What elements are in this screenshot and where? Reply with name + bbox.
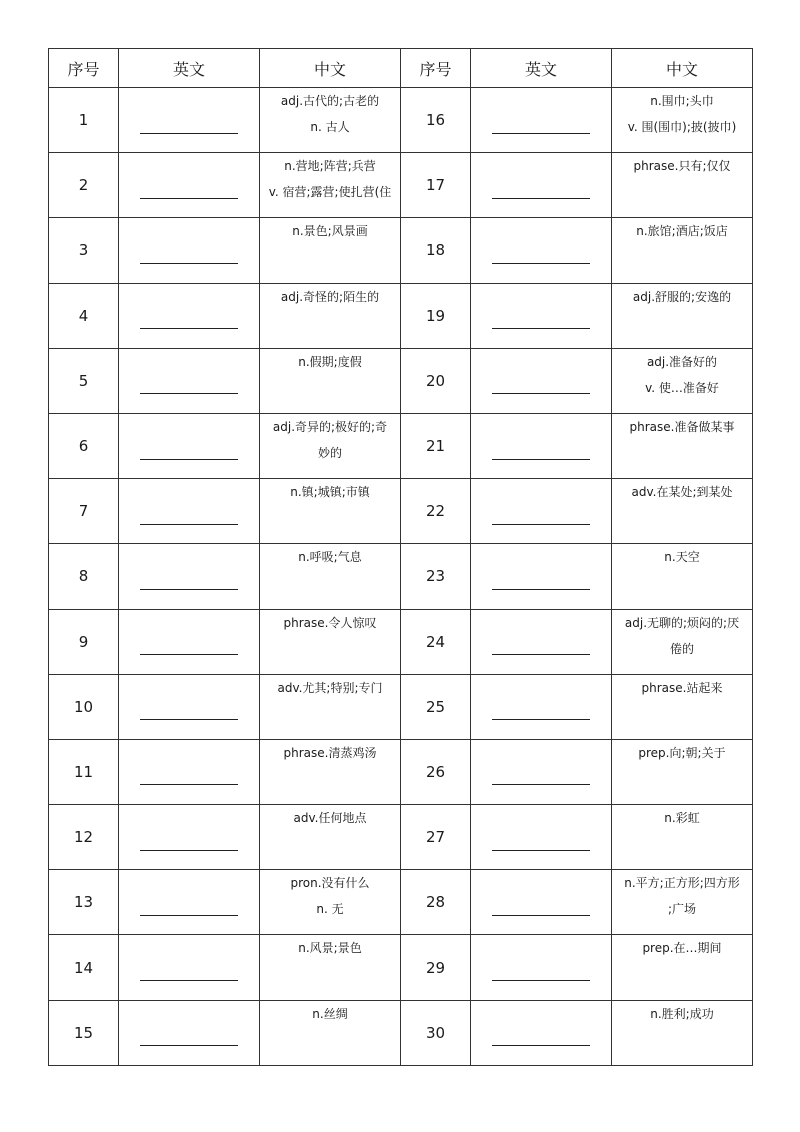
chinese-meaning-cell <box>260 283 401 348</box>
item-number: 23 <box>401 544 471 609</box>
english-answer-cell[interactable] <box>471 935 612 1000</box>
english-answer-cell[interactable] <box>119 544 260 609</box>
table-row <box>49 413 753 478</box>
english-answer-cell[interactable] <box>471 739 612 804</box>
chinese-meaning-line: adv.在某处;到某处 <box>631 485 733 500</box>
english-answer-cell[interactable] <box>119 348 260 413</box>
table-row <box>49 218 753 283</box>
table-row <box>49 544 753 609</box>
chinese-meaning-line: v. 宿营;露营;使扎营(住 <box>268 185 392 200</box>
chinese-meaning-line: adj.奇异的;极好的;奇 <box>272 419 388 434</box>
chinese-meaning-cell <box>612 153 753 218</box>
answer-blank-line[interactable] <box>140 133 238 134</box>
item-number: 17 <box>401 153 471 218</box>
chinese-meaning-line: adv.任何地点 <box>293 811 367 826</box>
chinese-meaning-line: n.旅馆;酒店;饭店 <box>636 224 728 239</box>
chinese-meaning-cell <box>260 348 401 413</box>
table-row <box>49 153 753 218</box>
table-row <box>49 479 753 544</box>
chinese-meaning-line: n.呼吸;气息 <box>298 550 362 565</box>
chinese-meaning-line: adj.古代的;古老的 <box>280 94 380 108</box>
item-number: 6 <box>49 413 119 478</box>
answer-blank-line[interactable] <box>492 719 590 720</box>
item-number: 4 <box>49 283 119 348</box>
item-number: 21 <box>401 413 471 478</box>
table-row <box>49 739 753 804</box>
english-answer-cell[interactable] <box>471 88 612 153</box>
english-answer-cell[interactable] <box>119 153 260 218</box>
chinese-meaning-line: n.风景;景色 <box>298 941 362 956</box>
table-body <box>49 88 753 1066</box>
item-number: 11 <box>49 739 119 804</box>
chinese-meaning-line: n. 古人 <box>310 120 350 134</box>
answer-blank-line[interactable] <box>140 263 238 264</box>
english-answer-cell[interactable] <box>471 870 612 935</box>
item-number: 7 <box>49 479 119 544</box>
chinese-meaning-cell <box>612 609 753 674</box>
chinese-meaning-line: n.假期;度假 <box>298 354 362 369</box>
item-number: 30 <box>401 1000 471 1065</box>
header-chinese-right: 中文 <box>612 49 753 88</box>
item-number: 8 <box>49 544 119 609</box>
chinese-meaning-line: v. 围(围巾);披(披巾) <box>627 120 737 134</box>
table-row <box>49 674 753 739</box>
chinese-meaning-cell <box>260 805 401 870</box>
chinese-meaning-cell <box>260 153 401 218</box>
chinese-meaning-cell <box>612 674 753 739</box>
table-row <box>49 609 753 674</box>
chinese-meaning-cell <box>612 348 753 413</box>
item-number: 14 <box>49 935 119 1000</box>
item-number: 3 <box>49 218 119 283</box>
answer-blank-line[interactable] <box>140 719 238 720</box>
answer-blank-line[interactable] <box>140 915 238 916</box>
english-answer-cell[interactable] <box>119 413 260 478</box>
chinese-meaning-cell <box>612 413 753 478</box>
item-number: 16 <box>401 88 471 153</box>
table-row <box>49 805 753 870</box>
item-number: 5 <box>49 348 119 413</box>
item-number: 29 <box>401 935 471 1000</box>
chinese-meaning-line: prep.在…期间 <box>642 941 722 956</box>
answer-blank-line[interactable] <box>492 524 590 525</box>
english-answer-cell[interactable] <box>119 674 260 739</box>
chinese-meaning-line: n.景色;风景画 <box>292 224 368 239</box>
chinese-meaning-cell <box>612 870 753 935</box>
chinese-meaning-cell <box>612 479 753 544</box>
chinese-meaning-line: n.丝绸 <box>312 1006 348 1021</box>
english-answer-cell[interactable] <box>119 88 260 153</box>
answer-blank-line[interactable] <box>492 784 590 785</box>
table-row <box>49 283 753 348</box>
chinese-meaning-cell <box>260 609 401 674</box>
answer-blank-line[interactable] <box>492 393 590 394</box>
header-chinese-left: 中文 <box>260 49 401 88</box>
chinese-meaning-line: n. 无 <box>316 902 344 917</box>
header-english-right: 英文 <box>471 49 612 88</box>
chinese-meaning-cell <box>260 88 401 153</box>
answer-blank-line[interactable] <box>492 654 590 655</box>
english-answer-cell[interactable] <box>119 218 260 283</box>
answer-blank-line[interactable] <box>492 850 590 851</box>
english-answer-cell[interactable] <box>471 805 612 870</box>
chinese-meaning-line: phrase.只有;仅仅 <box>633 159 731 174</box>
chinese-meaning-cell <box>612 1000 753 1065</box>
chinese-meaning-line: adj.准备好的 <box>646 354 718 369</box>
item-number: 26 <box>401 739 471 804</box>
chinese-meaning-line: n.天空 <box>664 550 700 565</box>
answer-blank-line[interactable] <box>140 980 238 981</box>
answer-blank-line[interactable] <box>140 459 238 460</box>
chinese-meaning-cell <box>260 479 401 544</box>
english-answer-cell[interactable] <box>119 609 260 674</box>
answer-blank-line[interactable] <box>492 459 590 460</box>
item-number: 24 <box>401 609 471 674</box>
chinese-meaning-cell <box>260 218 401 283</box>
chinese-meaning-cell <box>612 935 753 1000</box>
item-number: 1 <box>49 88 119 153</box>
answer-blank-line[interactable] <box>140 1045 238 1046</box>
chinese-meaning-cell <box>612 544 753 609</box>
chinese-meaning-cell <box>260 739 401 804</box>
chinese-meaning-line: adj.无聊的;烦闷的;厌 <box>624 615 740 630</box>
english-answer-cell[interactable] <box>471 544 612 609</box>
english-answer-cell[interactable] <box>471 283 612 348</box>
answer-blank-line[interactable] <box>140 654 238 655</box>
chinese-meaning-line: 倦的 <box>669 641 694 656</box>
chinese-meaning-line: adj.舒服的;安逸的 <box>632 289 732 304</box>
chinese-meaning-line: ;广场 <box>667 902 697 917</box>
chinese-meaning-line: n.营地;阵营;兵营 <box>284 159 376 174</box>
item-number: 9 <box>49 609 119 674</box>
english-answer-cell[interactable] <box>471 674 612 739</box>
chinese-meaning-cell <box>260 870 401 935</box>
english-answer-cell[interactable] <box>471 153 612 218</box>
chinese-meaning-line: n.平方;正方形;四方形 <box>624 876 740 891</box>
english-answer-cell[interactable] <box>119 870 260 935</box>
item-number: 13 <box>49 870 119 935</box>
item-number: 12 <box>49 805 119 870</box>
chinese-meaning-line: 妙的 <box>317 445 342 460</box>
chinese-meaning-line: n.胜利;成功 <box>650 1006 714 1021</box>
item-number: 18 <box>401 218 471 283</box>
answer-blank-line[interactable] <box>140 524 238 525</box>
chinese-meaning-line: pron.没有什么 <box>290 876 370 891</box>
english-answer-cell[interactable] <box>471 413 612 478</box>
table-row <box>49 348 753 413</box>
chinese-meaning-line: adj.奇怪的;陌生的 <box>280 289 380 304</box>
table-row <box>49 870 753 935</box>
chinese-meaning-line: phrase.准备做某事 <box>629 419 735 434</box>
answer-blank-line[interactable] <box>492 263 590 264</box>
chinese-meaning-cell <box>260 935 401 1000</box>
header-row <box>49 49 753 88</box>
answer-blank-line[interactable] <box>492 980 590 981</box>
answer-blank-line[interactable] <box>140 393 238 394</box>
header-number-left: 序号 <box>49 49 119 88</box>
item-number: 25 <box>401 674 471 739</box>
answer-blank-line[interactable] <box>140 328 238 329</box>
item-number: 19 <box>401 283 471 348</box>
answer-blank-line[interactable] <box>492 328 590 329</box>
answer-blank-line[interactable] <box>492 133 590 134</box>
vocabulary-table <box>48 48 753 1066</box>
chinese-meaning-cell <box>612 283 753 348</box>
chinese-meaning-cell <box>260 1000 401 1065</box>
english-answer-cell[interactable] <box>119 805 260 870</box>
item-number: 20 <box>401 348 471 413</box>
english-answer-cell[interactable] <box>119 283 260 348</box>
english-answer-cell[interactable] <box>471 479 612 544</box>
chinese-meaning-line: phrase.清蒸鸡汤 <box>283 745 377 760</box>
english-answer-cell[interactable] <box>471 1000 612 1065</box>
item-number: 28 <box>401 870 471 935</box>
item-number: 27 <box>401 805 471 870</box>
answer-blank-line[interactable] <box>492 198 590 199</box>
item-number: 15 <box>49 1000 119 1065</box>
english-answer-cell[interactable] <box>471 609 612 674</box>
chinese-meaning-cell <box>612 739 753 804</box>
answer-blank-line[interactable] <box>492 1045 590 1046</box>
chinese-meaning-line: n.彩虹 <box>664 811 700 826</box>
english-answer-cell[interactable] <box>119 935 260 1000</box>
header-english-left: 英文 <box>119 49 260 88</box>
answer-blank-line[interactable] <box>492 915 590 916</box>
answer-blank-line[interactable] <box>140 198 238 199</box>
table-row <box>49 88 753 153</box>
english-answer-cell[interactable] <box>471 218 612 283</box>
chinese-meaning-line: prep.向;朝;关于 <box>638 745 726 760</box>
table-row <box>49 935 753 1000</box>
answer-blank-line[interactable] <box>492 589 590 590</box>
english-answer-cell[interactable] <box>119 739 260 804</box>
english-answer-cell[interactable] <box>119 479 260 544</box>
answer-blank-line[interactable] <box>140 850 238 851</box>
answer-blank-line[interactable] <box>140 589 238 590</box>
chinese-meaning-line: n.围巾;头巾 <box>650 94 714 108</box>
english-answer-cell[interactable] <box>471 348 612 413</box>
chinese-meaning-line: phrase.站起来 <box>641 680 723 695</box>
item-number: 2 <box>49 153 119 218</box>
chinese-meaning-cell <box>612 805 753 870</box>
chinese-meaning-cell <box>612 88 753 153</box>
answer-blank-line[interactable] <box>140 784 238 785</box>
chinese-meaning-line: n.镇;城镇;市镇 <box>290 485 370 500</box>
chinese-meaning-cell <box>612 218 753 283</box>
chinese-meaning-line: phrase.令人惊叹 <box>283 615 377 630</box>
chinese-meaning-cell <box>260 674 401 739</box>
chinese-meaning-line: v. 使…准备好 <box>645 380 719 395</box>
chinese-meaning-line: adv.尤其;特别;专门 <box>277 680 383 695</box>
chinese-meaning-cell <box>260 544 401 609</box>
table-row <box>49 1000 753 1065</box>
item-number: 22 <box>401 479 471 544</box>
english-answer-cell[interactable] <box>119 1000 260 1065</box>
item-number: 10 <box>49 674 119 739</box>
chinese-meaning-cell <box>260 413 401 478</box>
header-number-right: 序号 <box>401 49 471 88</box>
